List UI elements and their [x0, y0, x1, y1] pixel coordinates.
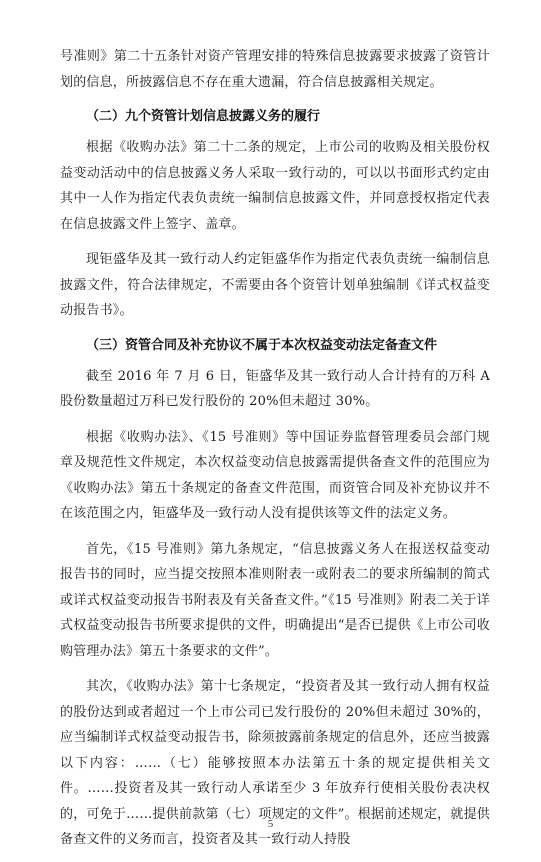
paragraph-filing-scope: 根据《收购办法》、《15 号准则》等中国证券监督管理委员会部门规章及规范性文件规定，本次权益变动信息披露需提供备查文件的范围应为《收购办法》第五十条规定的备查文件范围，而资管合同及补充协议并不在该范围之内，钜盛华及一致行动人没有提供该等文件的法定义务。: [60, 429, 490, 521]
section-heading-three: （三）资管合同及补充协议不属于本次权益变动法定备查文件: [86, 337, 438, 353]
page-number: 5: [267, 818, 274, 830]
document-body: [60, 44, 490, 853]
paragraph-second-article-17: 其次，《收购办法》第十七条规定，“投资者及其一致行动人拥有权益的股份达到或者超过一个上市公司已发行股份的 20%但未超过 30%的，应当编制详式权益变动报告书，除须披露前条规定的信息外，还应当披露以下内容：……（七）能够按照本办法第五十条的规定提供相关文件。……投资者及其一致行动人承诺至少 3 年放弃行使相关股份表决权的，可免于……提供前款第（七）项规定的文件”。根据前述规定，就提供备查文件的义务而言，投资者及其一致行动人持股: [60, 679, 490, 847]
paragraph-shareholding-date: 截至 2016 年 7 月 6 日，钜盛华及其一致行动人合计持有的万科 A 股份数量超过万科已发行股份的 20%但未超过 30%。: [60, 368, 490, 409]
paragraph-continuation: 号准则》第二十五条针对资产管理安排的特殊信息披露要求披露了资管计划的信息，所披露信息不存在重大遗漏，符合信息披露相关规定。: [60, 49, 490, 90]
paragraph-article-22: 根据《收购办法》第二十二条的规定，上市公司的收购及相关股份权益变动活动中的信息披露义务人采取一致行动的，可以以书面形式约定由其中一人作为指定代表负责统一编制信息披露文件，并同意授权指定代表在信息披露文件上签字、盖章。: [60, 140, 490, 232]
section-heading-two: （二）九个资管计划信息披露义务的履行: [86, 109, 321, 124]
paragraph-designated-representative: 现钜盛华及其一致行动人约定钜盛华作为指定代表负责统一编制信息披露文件，符合法律规定，不需要由各个资管计划单独编制《详式权益变动报告书》。: [60, 252, 490, 318]
paragraph-first-rule-15: 首先，《15 号准则》第九条规定，“信息披露义务人在报送权益变动报告书的同时，应当提交按照本准则附表一或附表二的要求所编制的简式或详式权益变动报告书附表及有关备查文件。”《15 号准则》附表二关于详式权益变动报告书所要求提供的文件，明确提出“是否已提供《上市公司收购管理办法》第五十条要求的文件”。: [60, 541, 490, 659]
